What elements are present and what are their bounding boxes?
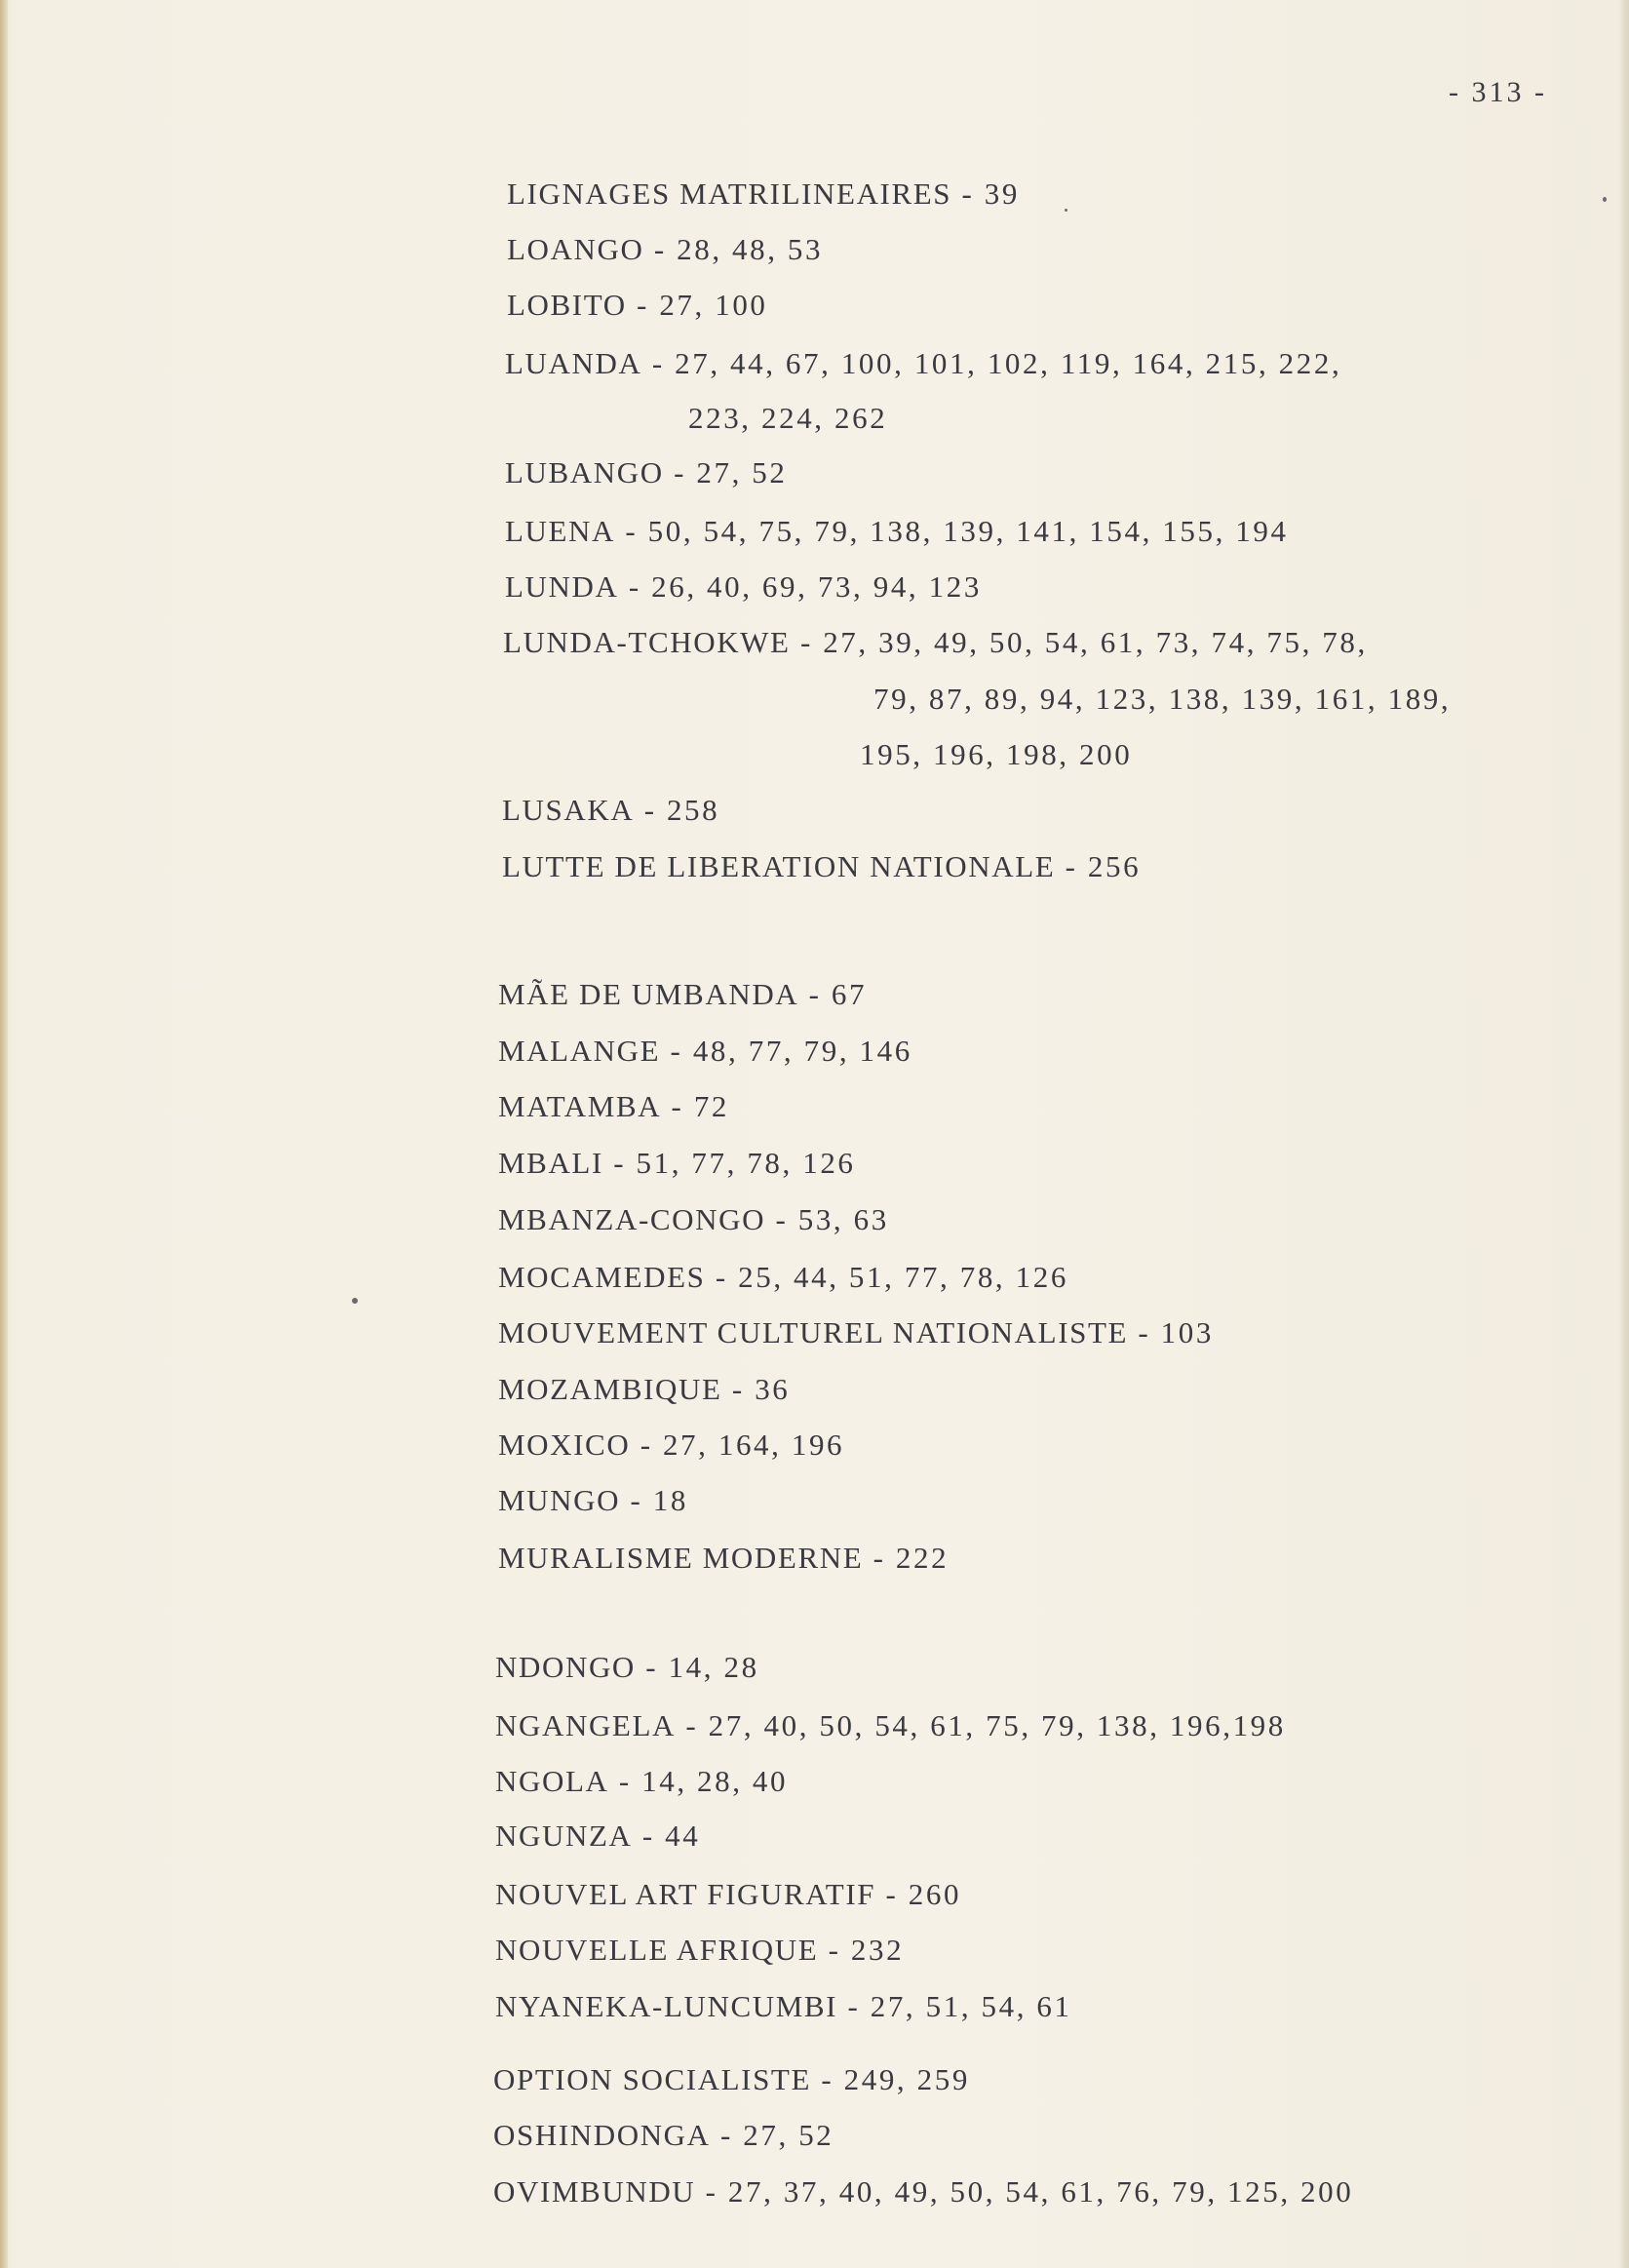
entry-term: LOBITO — [507, 288, 627, 322]
entry-pages: - 27, 44, 67, 100, 101, 102, 119, 164, 215, 222, — [651, 346, 1342, 380]
index-entry — [493, 2120, 834, 2150]
entry-pages: - 14, 28, 40 — [618, 1764, 789, 1798]
index-entry — [507, 290, 768, 320]
entry-term: MUNGO — [498, 1483, 621, 1517]
entry-term: MOZAMBIQUE — [498, 1372, 722, 1406]
index-entry — [493, 2176, 1353, 2207]
index-entry — [495, 1766, 788, 1796]
index-entry — [498, 1091, 729, 1121]
entry-term: NGOLA — [495, 1764, 609, 1798]
entry-term: NYANEKA-LUNCUMBI — [495, 1989, 838, 2023]
index-entry — [495, 1710, 1286, 1740]
index-entry — [495, 1879, 961, 1909]
entry-continuation: 195, 196, 198, 200 — [860, 737, 1133, 771]
index-entry — [495, 1820, 700, 1851]
index-entry — [503, 627, 1368, 657]
entry-term: NOUVEL ART FIGURATIF — [495, 1877, 876, 1911]
entry-term: MATAMBA — [498, 1089, 662, 1123]
entry-pages: - 44 — [641, 1818, 701, 1853]
entry-pages: - 27, 51, 54, 61 — [847, 1989, 1072, 2023]
entry-pages: - 26, 40, 69, 73, 94, 123 — [628, 569, 982, 604]
entry-pages: - 72 — [671, 1089, 730, 1123]
entry-pages: - 258 — [643, 793, 720, 827]
entry-term: LUSAKA — [502, 793, 635, 827]
entry-pages: - 27, 52 — [674, 455, 788, 489]
entry-term: NGUNZA — [495, 1818, 633, 1853]
index-entry — [505, 457, 787, 488]
entry-term: LUNDA — [505, 569, 619, 604]
index-entry — [498, 1485, 688, 1515]
entry-term: MOXICO — [498, 1427, 631, 1462]
index-entry — [502, 795, 719, 825]
entry-term: MALANGE — [498, 1034, 661, 1068]
entry-pages: - 53, 63 — [775, 1202, 889, 1236]
entry-term: OVIMBUNDU — [493, 2174, 696, 2209]
entry-term: MOUVEMENT CULTUREL NATIONALISTE — [498, 1315, 1129, 1349]
entry-term: MOCAMEDES — [498, 1260, 706, 1294]
index-entry — [498, 1429, 844, 1460]
entry-pages: - 14, 28 — [645, 1650, 759, 1684]
index-entry — [498, 1204, 889, 1234]
entry-term: MBALI — [498, 1146, 603, 1180]
entry-term: LUTTE DE LIBERATION NATIONALE — [502, 849, 1056, 883]
index-entry — [495, 1935, 904, 1965]
entry-pages: - 27, 100 — [637, 288, 768, 322]
entry-pages: - 27, 37, 40, 49, 50, 54, 61, 76, 79, 125, 200 — [705, 2174, 1354, 2209]
entry-term: LUENA — [505, 514, 616, 548]
entry-term: MÃE DE UMBANDA — [498, 977, 799, 1011]
index-entry — [495, 1652, 759, 1682]
entry-term: MBANZA-CONGO — [498, 1202, 766, 1236]
entry-pages: - 27, 40, 50, 54, 61, 75, 79, 138, 196,198 — [685, 1708, 1286, 1742]
entry-pages: - 27, 39, 49, 50, 54, 61, 73, 74, 75, 78, — [799, 625, 1368, 659]
entry-term: OSHINDONGA — [493, 2118, 711, 2152]
index-entry — [495, 1991, 1072, 2021]
entry-pages: - 51, 77, 78, 126 — [613, 1146, 856, 1180]
entry-pages: - 67 — [808, 977, 868, 1011]
index-entry — [493, 2064, 970, 2094]
index-entry — [498, 1317, 1214, 1348]
entry-pages: - 25, 44, 51, 77, 78, 126 — [715, 1260, 1068, 1294]
index-entry — [498, 1036, 912, 1066]
entry-pages: - 48, 77, 79, 146 — [670, 1034, 912, 1068]
entry-pages: - 103 — [1138, 1315, 1214, 1349]
index-entry — [498, 1543, 949, 1573]
index-entry — [505, 516, 1289, 546]
entry-term: NGANGELA — [495, 1708, 676, 1742]
entry-pages: - 18 — [630, 1483, 688, 1517]
index-entry — [502, 851, 1141, 881]
index-entry — [498, 1262, 1068, 1292]
entry-pages: - 232 — [828, 1933, 905, 1967]
entry-pages: - 249, 259 — [821, 2062, 970, 2096]
index-entry — [498, 1148, 856, 1178]
entry-term: LUANDA — [505, 346, 642, 380]
entry-pages: - 28, 48, 53 — [653, 232, 824, 266]
entry-term: OPTION SOCIALISTE — [493, 2062, 811, 2096]
entry-pages: - 50, 54, 75, 79, 138, 139, 141, 154, 155, 194 — [625, 514, 1289, 548]
entry-continuation: 79, 87, 89, 94, 123, 138, 139, 161, 189, — [873, 682, 1452, 716]
entry-term: LIGNAGES MATRILINEAIRES — [507, 176, 952, 211]
index-entry — [507, 178, 1020, 209]
entry-pages: - 256 — [1065, 849, 1142, 883]
index-entry — [498, 979, 867, 1009]
page-number: - 313 - — [1449, 76, 1547, 108]
entry-term: NDONGO — [495, 1650, 636, 1684]
entry-pages: - 39 — [961, 176, 1020, 211]
entry-pages: - 36 — [731, 1372, 791, 1406]
index-entry — [507, 234, 823, 264]
entry-continuation: 223, 224, 262 — [688, 401, 888, 435]
index-entry — [505, 348, 1341, 378]
entry-pages: - 27, 164, 196 — [640, 1427, 845, 1462]
entry-pages: - 222 — [873, 1541, 950, 1575]
index-entry — [505, 571, 982, 602]
entry-term: LUNDA-TCHOKWE — [503, 625, 791, 659]
entry-term: LOANGO — [507, 232, 644, 266]
index-entry — [498, 1374, 790, 1404]
entry-term: NOUVELLE AFRIQUE — [495, 1933, 819, 1967]
entry-pages: - 260 — [885, 1877, 962, 1911]
entry-term: MURALISME MODERNE — [498, 1541, 864, 1575]
entry-term: LUBANGO — [505, 455, 664, 489]
entry-pages: - 27, 52 — [720, 2118, 834, 2152]
